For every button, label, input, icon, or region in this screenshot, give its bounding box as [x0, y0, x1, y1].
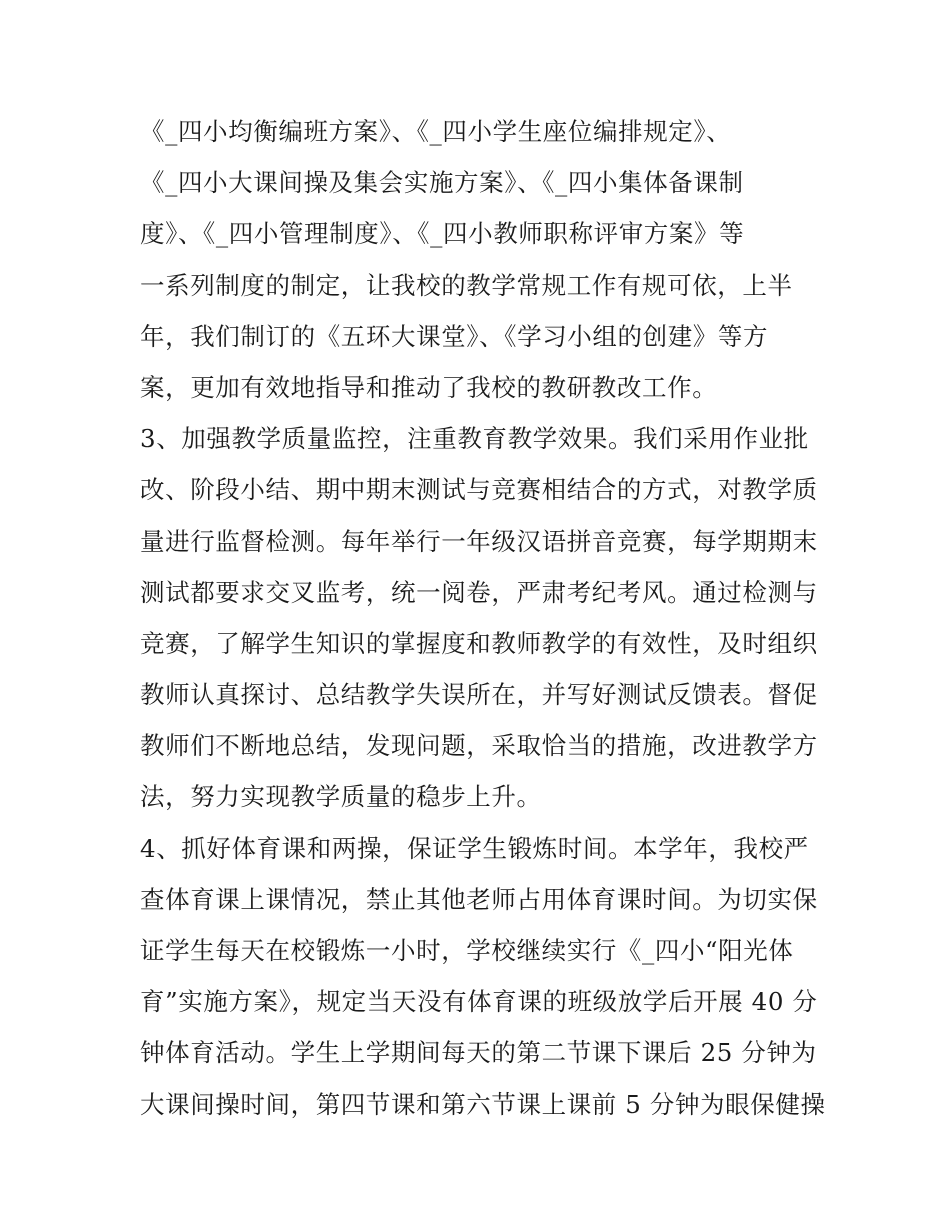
section-3-heading-line: 3、加强教学质量监控，注重教育教学效果。我们采用作业批 [140, 424, 809, 454]
text-line: 一系列制度的制定，让我校的教学常规工作有规可依，上半 [140, 270, 793, 300]
text-line: 量进行监督检测。每年举行一年级汉语拼音竞赛，每学期期末 [140, 526, 818, 556]
text-line: 教师们不断地总结，发现问题，采取恰当的措施，改进教学方 [140, 731, 818, 761]
text-line: 案，更加有效地指导和推动了我校的教研教改工作。 [140, 372, 718, 402]
text-line: 教师认真探讨、总结教学失误所在，并写好测试反馈表。督促 [140, 680, 818, 710]
text-line: 育”实施方案》，规定当天没有体育课的班级放学后开展 40 分 [140, 987, 818, 1017]
text-line: 测试都要求交叉监考，统一阅卷，严肃考纪考风。通过检测与 [140, 577, 818, 607]
text-line: 大课间操时间，第四节课和第六节课上课前 5 分钟为眼保健操 [140, 1089, 826, 1119]
text-line: 竞赛，了解学生知识的掌握度和教师教学的有效性，及时组织 [140, 628, 818, 658]
text-line: 《_四小均衡编班方案》、《_四小学生座位编排规定》、 [140, 117, 732, 146]
text-line: 证学生每天在校锻炼一小时，学校继续实行《_四小“阳光体 [140, 936, 794, 965]
text-line: 查体育课上课情况，禁止其他老师占用体育课时间。为切实保 [140, 884, 818, 914]
text-line: 《_四小大课间操及集会实施方案》、《_四小集体备课制 [140, 168, 744, 198]
text-line: 度》、《_四小管理制度》、《_四小教师职称评审方案》等 [140, 219, 745, 249]
text-line: 法，努力实现教学质量的稳步上升。 [140, 782, 542, 812]
text-line: 改、阶段小结、期中期末测试与竞赛相结合的方式，对教学质 [140, 475, 818, 505]
section-4-heading-line: 4、抓好体育课和两操，保证学生锻炼时间。本学年，我校严 [140, 833, 809, 863]
text-line: 年，我们制订的《五环大课堂》、《学习小组的创建》等方 [140, 321, 769, 351]
text-line: 钟体育活动。学生上学期间每天的第二节课下课后 25 分钟为 [140, 1038, 817, 1068]
body-text [140, 106, 826, 1130]
